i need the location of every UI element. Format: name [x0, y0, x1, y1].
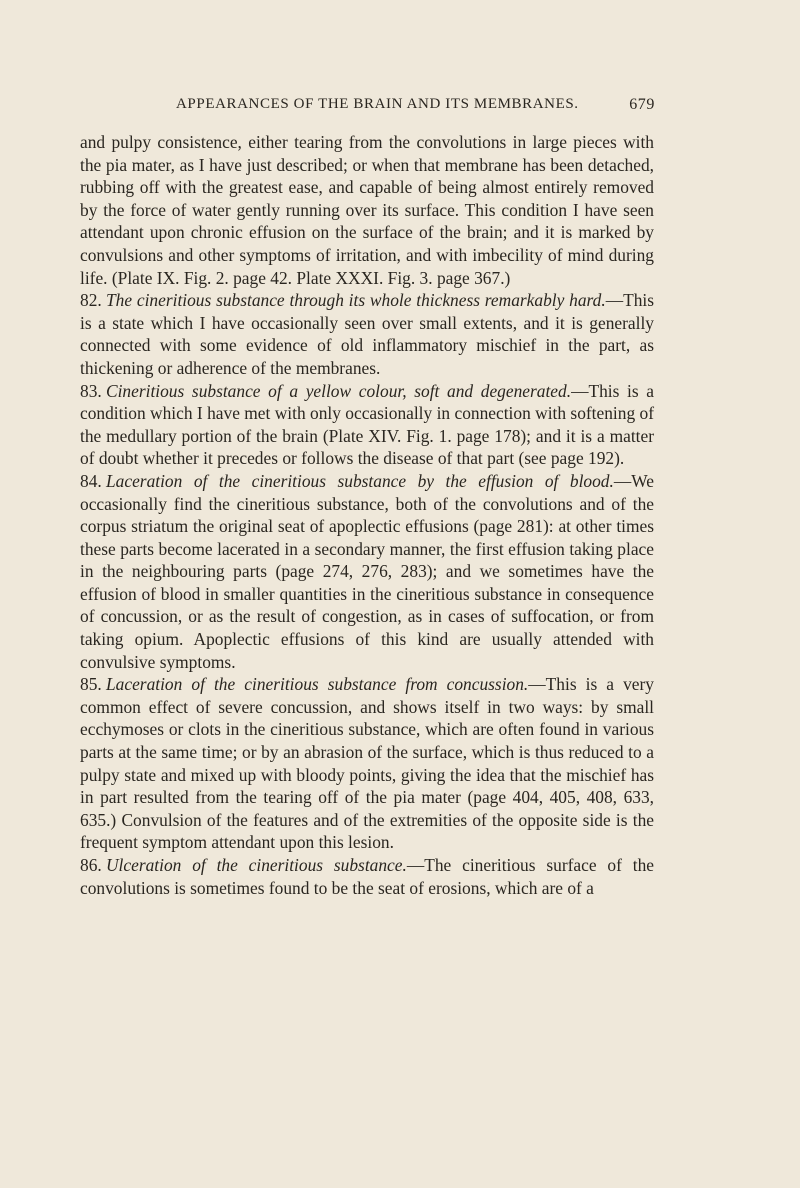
section-number: 85. [80, 674, 102, 695]
section-number: 84. [80, 470, 102, 491]
paragraph-body: —This is a state which I have occasionally seen over small extents, and it is generally connected with some evidence of old inflammatory mischief in the part, as thickening or adherence of the membranes. [80, 290, 654, 378]
section-number: 83. [80, 380, 102, 401]
paragraph-body: and pulpy consistence, either tearing from the convolutions in large pieces with the pia mater, as I have just described; or when that membrane has been detached, rubbing off with the greatest ease, and capable of being almost entirely removed by the force of water gently running over its surface. This condition I have seen attendant upon chronic effusion on the surface of the brain; and it is marked by convulsions and other symptoms of irritation, and with imbecility of mind during life. (Plate IX. Fig. 2. page 42. Plate XXXI. Fig. 3. page 367.) [80, 132, 654, 288]
paragraph-body: —This is a condition which I have met with only occasionally in connection with softening of the medullary portion of the brain (Plate XIV. Fig. 1. page 178); and it is a matter of doubt whether it precedes or follows the disease of that part (see page 192). [80, 380, 655, 469]
paragraph-body: —The cineritious surface of the convolutions is sometimes found to be the seat of erosions, which are of a [80, 855, 654, 898]
paragraph-84 [80, 470, 654, 673]
paragraph-body: —We occasionally find the cineritious substance, both of the convolutions and of the corpus striatum the original seat of apoplectic effusions (page 281): at other times these parts become lacerated in a secondary manner, the first effusion taking place in the neighbouring parts (page 274, 276, 283); and we sometimes have the effusion of blood in smaller quantities in the cineritious substance in consequence of concussion, or as the result of congestion, as in cases of suffocation, or from taking opium. Apoplectic effusions of this kind are usually attended with convulsive symptoms. [80, 470, 654, 672]
running-title: APPEARANCES OF THE BRAIN AND ITS MEMBRANES. [176, 96, 579, 112]
section-heading: The cineritious substance through its whole thickness remarkably hard. [106, 290, 606, 311]
section-heading: Laceration of the cineritious substance by the effusion of blood. [106, 470, 614, 491]
paragraph-continuation [80, 131, 654, 289]
section-heading: Ulceration of the cineritious substance. [106, 855, 407, 875]
section-heading: Laceration of the cineritious substance from concussion. [106, 674, 529, 695]
paragraph-82 [80, 289, 654, 379]
section-number: 86. [80, 855, 102, 875]
page-number: 679 [629, 96, 655, 113]
paragraph-body: —This is a very common effect of severe concussion, and shows itself in two ways: by small ecchymoses or clots in the cineritious substance, which are often found in various parts at the same time; or by an abrasion of the surface, which is thus reduced to a pulpy state and mixed up with bloody points, giving the idea that the mischief has in part resulted from the tearing off of the pia mater (page 404, 405, 408, 633, 635.) Convulsion of the features and of the extremities of the opposite side is the frequent symptom attendant upon this lesion. [80, 674, 654, 853]
section-heading: Cineritious substance of a yellow colour, soft and degenerated. [106, 380, 572, 401]
body-text [80, 131, 654, 899]
paragraph-86 [80, 854, 654, 899]
running-header [80, 96, 655, 120]
paragraph-85 [80, 673, 654, 854]
section-number: 82. [80, 290, 102, 311]
paragraph-83 [80, 380, 654, 470]
